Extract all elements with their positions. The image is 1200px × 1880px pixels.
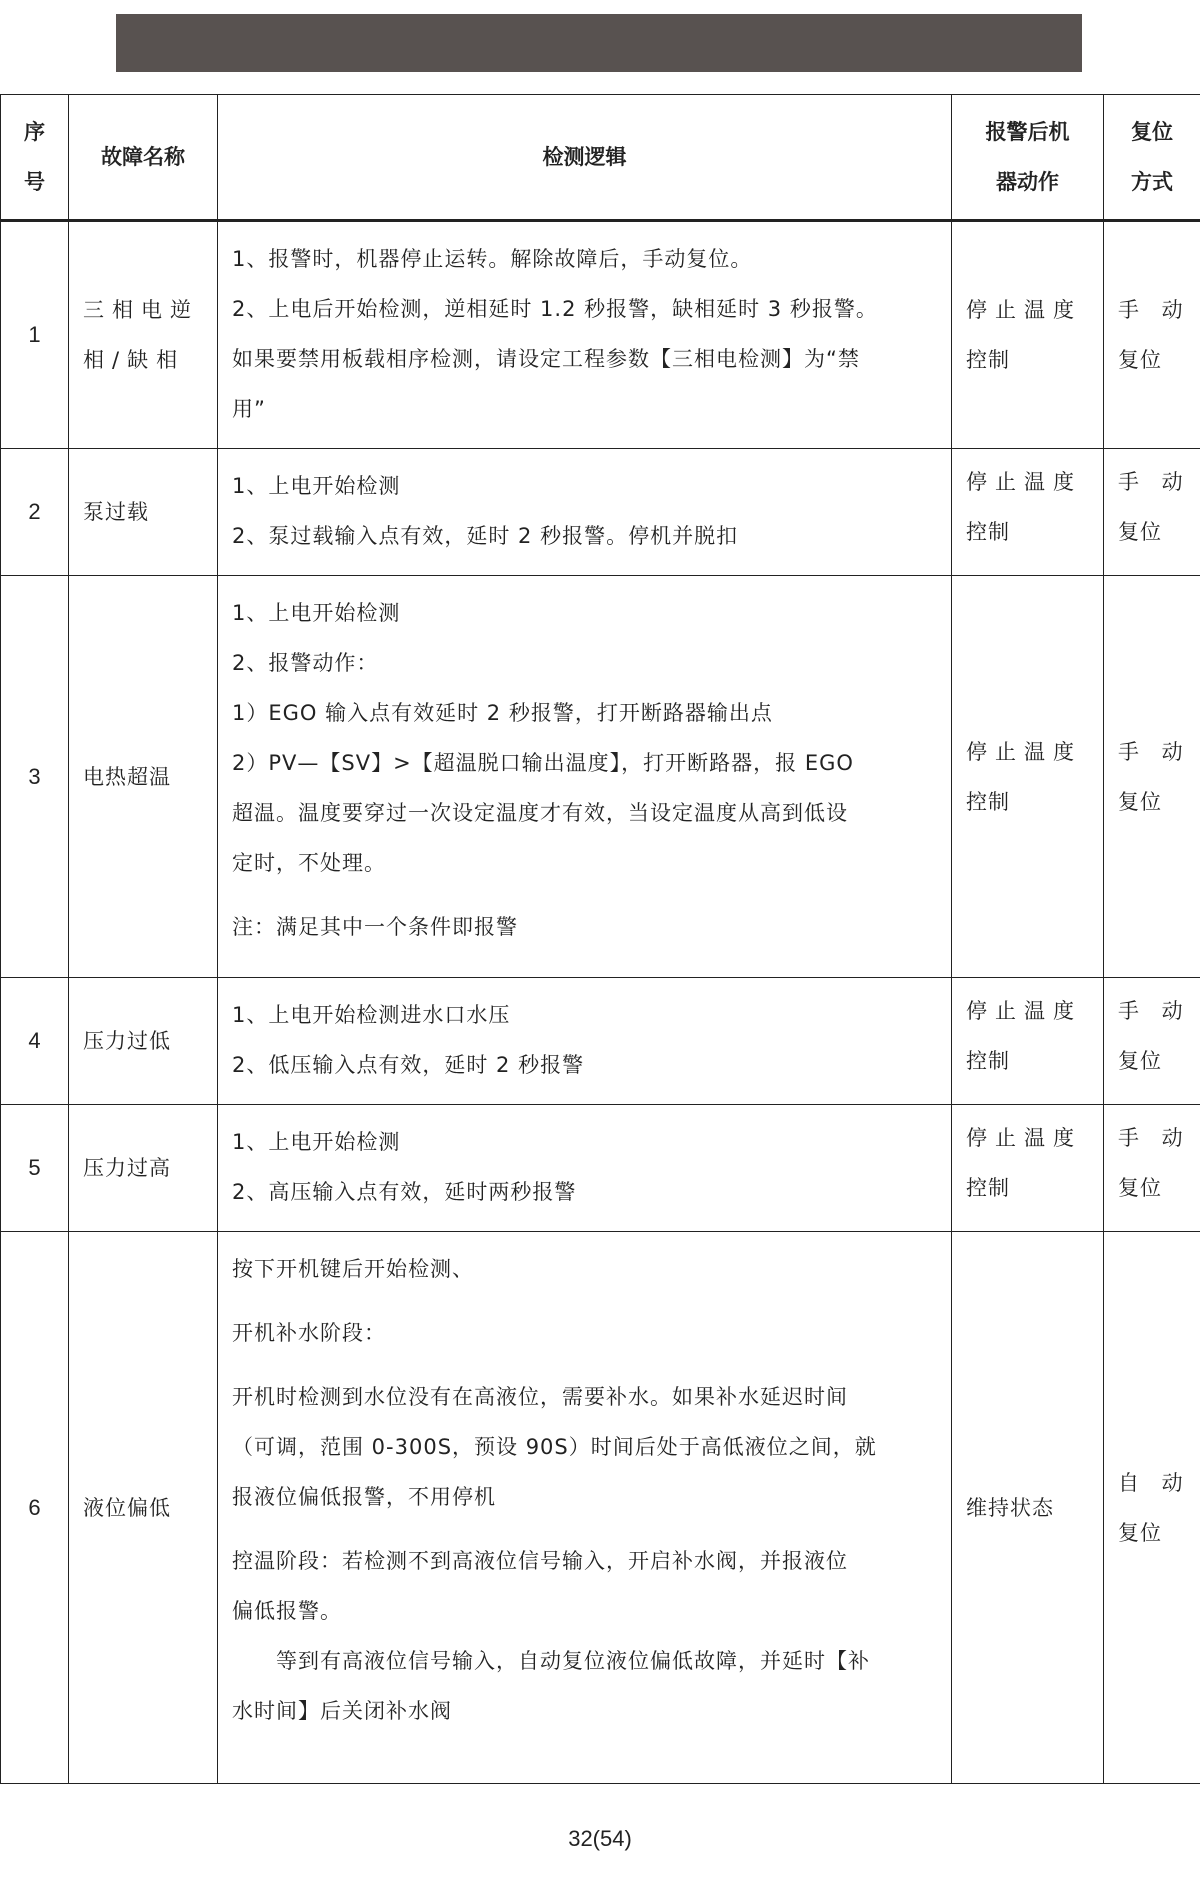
row-fault-name: 电热超温 — [69, 576, 218, 978]
row-reset: 手 动 复位 — [1104, 978, 1200, 1105]
row-reset: 手 动 复位 — [1104, 1105, 1200, 1232]
table-row — [1, 576, 1200, 978]
row-logic: 1、上电开始检测 2、泵过载输入点有效，延时 2 秒报警。停机并脱扣 — [218, 449, 952, 576]
row-fault-name: 压力过高 — [69, 1105, 218, 1232]
row-seq: 5 — [1, 1105, 69, 1232]
row-reset: 手 动 复位 — [1104, 221, 1200, 449]
row-fault-name: 泵过载 — [69, 449, 218, 576]
row-reset: 自 动 复位 — [1104, 1232, 1200, 1784]
row-action: 停止温度 控制 — [952, 221, 1104, 449]
table-row — [1, 1232, 1200, 1784]
row-reset: 手 动 复位 — [1104, 449, 1200, 576]
row-logic: 1、报警时，机器停止运转。解除故障后，手动复位。 2、上电后开始检测，逆相延时 1.2 秒报警，缺相延时 3 秒报警。 如果要禁用板载相序检测，请设定工程参数【三相电检测】为“禁 用” — [218, 221, 952, 449]
header-seq: 序 号 — [1, 95, 69, 221]
row-action: 维持状态 — [952, 1232, 1104, 1784]
row-seq: 2 — [1, 449, 69, 576]
row-seq: 4 — [1, 978, 69, 1105]
table-header-row — [1, 95, 1200, 221]
row-logic: 1、上电开始检测 2、高压输入点有效，延时两秒报警 — [218, 1105, 952, 1232]
row-action: 停止温度 控制 — [952, 978, 1104, 1105]
table-row — [1, 221, 1200, 449]
row-note: 注：满足其中一个条件即报警 — [232, 915, 518, 939]
table-row — [1, 1105, 1200, 1232]
row-reset: 手 动 复位 — [1104, 576, 1200, 978]
row-fault-name: 三相电逆 相/缺相 — [69, 221, 218, 449]
table-row — [1, 978, 1200, 1105]
row-logic: 1、上电开始检测 2、报警动作： 1）EGO 输入点有效延时 2 秒报警，打开断路器输出点 2）PV—【SV】>【超温脱口输出温度】，打开断路器，报 EGO 超温。温度要穿过一次设定温度才有效，当设定温度从高到低设 定时，不处理。 注：满足其中一个条件即报警 — [218, 576, 952, 978]
page-number: 32(54) — [568, 1826, 632, 1851]
header-reset-method: 复位 方式 — [1104, 95, 1200, 221]
header-detection-logic: 检测逻辑 — [218, 95, 952, 221]
row-action: 停止温度 控制 — [952, 449, 1104, 576]
row-seq: 6 — [1, 1232, 69, 1784]
row-seq: 1 — [1, 221, 69, 449]
row-action: 停止温度 控制 — [952, 1105, 1104, 1232]
row-logic: 按下开机键后开始检测、 开机补水阶段： 开机时检测到水位没有在高液位，需要补水。如果补水延迟时间 （可调，范围 0-300S，预设 90S）时间后处于高低液位之间，就 报液位偏低报警，不用停机 控温阶段：若检测不到高液位信号输入，开启补水阀，并报液位 偏低报警。 等到有高液位信号输入，自动复位液位偏低故障，并延时【补 水时间】后关闭补水阀 — [218, 1232, 952, 1784]
row-action: 停止温度 控制 — [952, 576, 1104, 978]
table-row — [1, 449, 1200, 576]
row-seq: 3 — [1, 576, 69, 978]
row-fault-name: 压力过低 — [69, 978, 218, 1105]
fault-table — [0, 94, 1200, 1784]
row-fault-name: 液位偏低 — [69, 1232, 218, 1784]
row-logic: 1、上电开始检测进水口水压 2、低压输入点有效，延时 2 秒报警 — [218, 978, 952, 1105]
header-banner-bar — [116, 14, 1082, 72]
header-fault-name: 故障名称 — [69, 95, 218, 221]
header-alarm-action: 报警后机 器动作 — [952, 95, 1104, 221]
